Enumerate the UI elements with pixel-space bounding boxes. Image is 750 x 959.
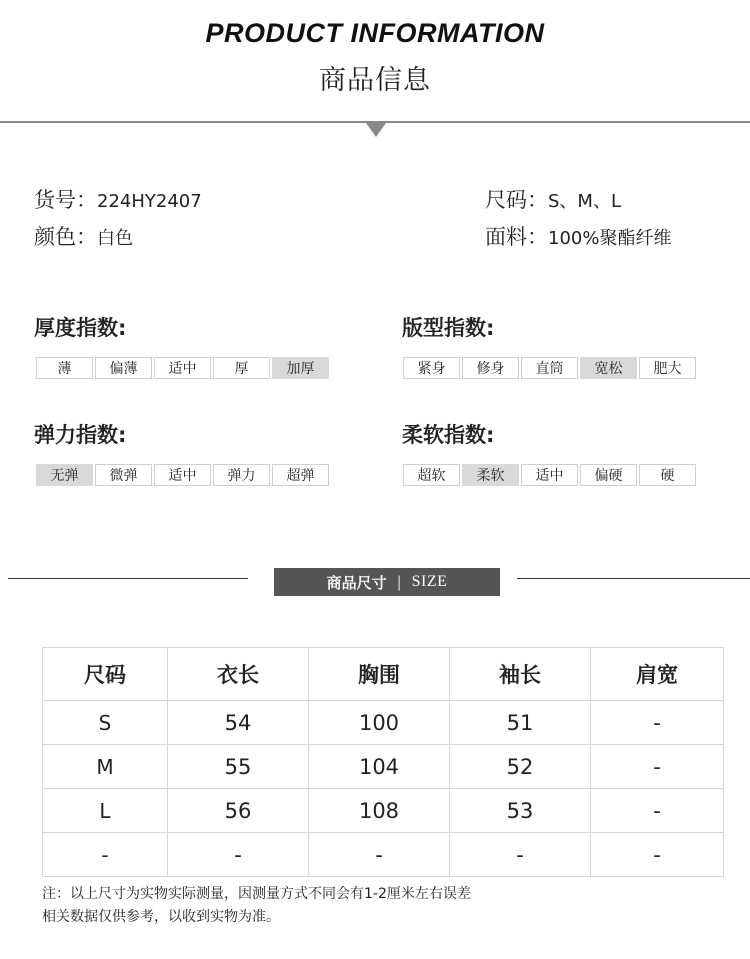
table-cell: 52 xyxy=(450,745,591,789)
thickness-scale xyxy=(36,357,329,379)
table-cell: - xyxy=(591,745,724,789)
table-cell: - xyxy=(591,789,724,833)
table-cell: 54 xyxy=(168,701,309,745)
scale-option: 紧身 xyxy=(403,357,460,379)
scale-option: 弹力 xyxy=(213,464,270,486)
scale-option: 宽松 xyxy=(580,357,637,379)
table-cell: - xyxy=(450,833,591,877)
color-label: 颜色： xyxy=(34,225,97,249)
item-number xyxy=(34,184,202,214)
scale-option: 偏薄 xyxy=(95,357,152,379)
size-divider-left xyxy=(8,578,248,579)
scale-option: 适中 xyxy=(521,464,578,486)
color xyxy=(34,221,133,251)
scale-option: 肥大 xyxy=(639,357,696,379)
scale-option: 微弹 xyxy=(95,464,152,486)
size-banner xyxy=(274,568,500,596)
color-value: 白色 xyxy=(97,228,133,249)
table-row xyxy=(43,701,724,745)
scale-option: 无弹 xyxy=(36,464,93,486)
table-cell: L xyxy=(43,789,168,833)
table-cell: - xyxy=(168,833,309,877)
scale-option: 适中 xyxy=(154,357,211,379)
header-size: 尺码 xyxy=(43,648,168,701)
size-divider-right xyxy=(517,578,750,579)
fit-scale xyxy=(403,357,696,379)
elasticity-title: 弹力指数: xyxy=(34,423,127,447)
scale-option: 薄 xyxy=(36,357,93,379)
scale-option: 适中 xyxy=(154,464,211,486)
title-chinese: 商品信息 xyxy=(319,65,431,96)
item-number-value: 224HY2407 xyxy=(97,191,202,212)
scale-option: 加厚 xyxy=(272,357,329,379)
table-cell: - xyxy=(309,833,450,877)
scale-option: 超软 xyxy=(403,464,460,486)
table-cell: M xyxy=(43,745,168,789)
table-cell: 104 xyxy=(309,745,450,789)
table-row xyxy=(43,789,724,833)
fabric xyxy=(485,221,671,251)
sizes-label: 尺码： xyxy=(485,188,548,212)
sizes xyxy=(485,184,621,214)
size-banner-separator: | xyxy=(396,573,402,591)
table-cell: - xyxy=(43,833,168,877)
scale-option: 硬 xyxy=(639,464,696,486)
thickness-title: 厚度指数: xyxy=(34,316,127,340)
size-table-header-row xyxy=(43,648,724,701)
item-number-label: 货号： xyxy=(34,188,97,212)
down-triangle-icon xyxy=(366,123,386,137)
scale-option: 偏硬 xyxy=(580,464,637,486)
fabric-value: 100%聚酯纤维 xyxy=(548,228,672,249)
softness-title: 柔软指数: xyxy=(402,423,495,447)
fabric-label: 面料： xyxy=(485,225,548,249)
header-length: 衣长 xyxy=(168,648,309,701)
size-banner-title-cn: 商品尺寸 xyxy=(326,573,387,592)
table-row xyxy=(43,745,724,789)
size-banner-title-en: SIZE xyxy=(411,573,448,590)
table-cell: 56 xyxy=(168,789,309,833)
fit-title: 版型指数: xyxy=(402,316,495,340)
header-chest: 胸围 xyxy=(309,648,450,701)
table-cell: - xyxy=(591,833,724,877)
scale-option: 修身 xyxy=(462,357,519,379)
table-cell: 55 xyxy=(168,745,309,789)
table-row xyxy=(43,833,724,877)
scale-option: 超弹 xyxy=(272,464,329,486)
sizes-value: S、M、L xyxy=(548,191,621,212)
title-english: PRODUCT INFORMATION xyxy=(205,18,545,48)
note-line-2: 相关数据仅供参考，以收到实物为准。 xyxy=(42,909,280,925)
header-sleeve: 袖长 xyxy=(450,648,591,701)
table-cell: 108 xyxy=(309,789,450,833)
table-cell: - xyxy=(591,701,724,745)
table-cell: S xyxy=(43,701,168,745)
softness-scale xyxy=(403,464,696,486)
table-cell: 53 xyxy=(450,789,591,833)
elasticity-scale xyxy=(36,464,329,486)
scale-option: 柔软 xyxy=(462,464,519,486)
table-cell: 100 xyxy=(309,701,450,745)
header-shoulder: 肩宽 xyxy=(591,648,724,701)
scale-option: 直筒 xyxy=(521,357,578,379)
note-line-1: 注：以上尺寸为实物实际测量，因测量方式不同会有1-2厘米左右误差 xyxy=(42,886,471,902)
table-cell: 51 xyxy=(450,701,591,745)
scale-option: 厚 xyxy=(213,357,270,379)
size-table xyxy=(42,647,724,877)
